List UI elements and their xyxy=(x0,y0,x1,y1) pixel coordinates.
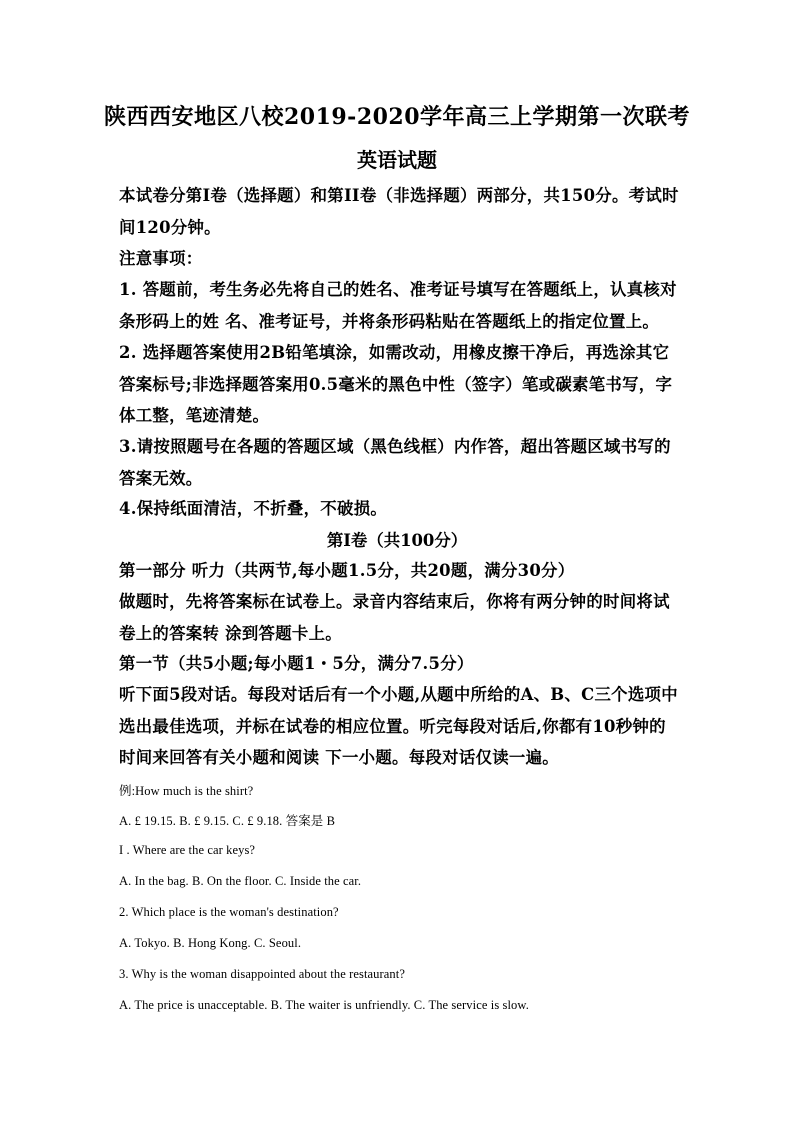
part1-heading: 第一部分 听力（共两节,每小题1.5分，共20题，满分30分） xyxy=(119,561,575,580)
section1-heading: 第一节（共5小题;每小题1・5分，满分7.5分） xyxy=(119,654,474,673)
volume-heading: 第I卷（共100分） xyxy=(326,531,468,550)
note-item-3: 3.请按照题号在各题的答题区域（黑色线框）内作答，超出答题区域书写的答案无效。 xyxy=(119,437,671,488)
question-3-options: A. The price is unacceptable. B. The waiter is unfriendly. C. The service is slow. xyxy=(119,998,529,1012)
question-3: 3. Why is the woman disappointed about the restaurant? xyxy=(119,967,406,981)
example-options: A. £ 19.15. B. £ 9.15. C. £ 9.18. 答案是 B xyxy=(119,814,336,828)
note-item-2: 2. 选择题答案使用2B铅笔填涂，如需改动，用橡皮擦干净后，再选涂其它答案标号;非选择题答案用0.5毫米的黑色中性（签字）笔或碳素笔书写，字体工整，笔迹清楚。 xyxy=(119,343,673,425)
exam-subtitle: 英语试题 xyxy=(357,148,437,172)
section1-instructions: 听下面5段对话。每段对话后有一个小题,从题中所给的A、B、C三个选项中选出最佳选项，并标在试卷的相应位置。听完每段对话后,你都有10秒钟的时间来回答有关小题和阅读 下一小题。每段对话仅读一遍。 xyxy=(119,685,678,767)
note-item-4: 4.保持纸面清洁，不折叠，不破损。 xyxy=(119,499,388,518)
exam-title: 陕西西安地区八校2019-2020学年高三上学期第一次联考 xyxy=(103,104,691,130)
question-1-options: A. In the bag. B. On the floor. C. Inside the car. xyxy=(119,874,362,888)
question-2: 2. Which place is the woman's destination? xyxy=(119,905,339,919)
question-2-options: A. Tokyo. B. Hong Kong. C. Seoul. xyxy=(119,936,302,950)
note-item-1: 1. 答题前，考生务必先将自己的姓名、准考证号填写在答题纸上，认真核对条形码上的姓 名、准考证号，并将条形码粘贴在答题纸上的指定位置上。 xyxy=(119,280,677,331)
part1-instructions: 做题时，先将答案标在试卷上。录音内容结束后，你将有两分钟的时间将试卷上的答案转 涂到答题卡上。 xyxy=(119,592,670,643)
intro-paragraph: 本试卷分第I卷（选择题）和第II卷（非选择题）两部分，共150分。考试时间120分钟。 xyxy=(119,186,679,237)
notes-heading: 注意事项： xyxy=(119,249,203,268)
question-1: I . Where are the car keys? xyxy=(119,843,256,857)
example-question: 例:How much is the shirt? xyxy=(119,784,254,798)
